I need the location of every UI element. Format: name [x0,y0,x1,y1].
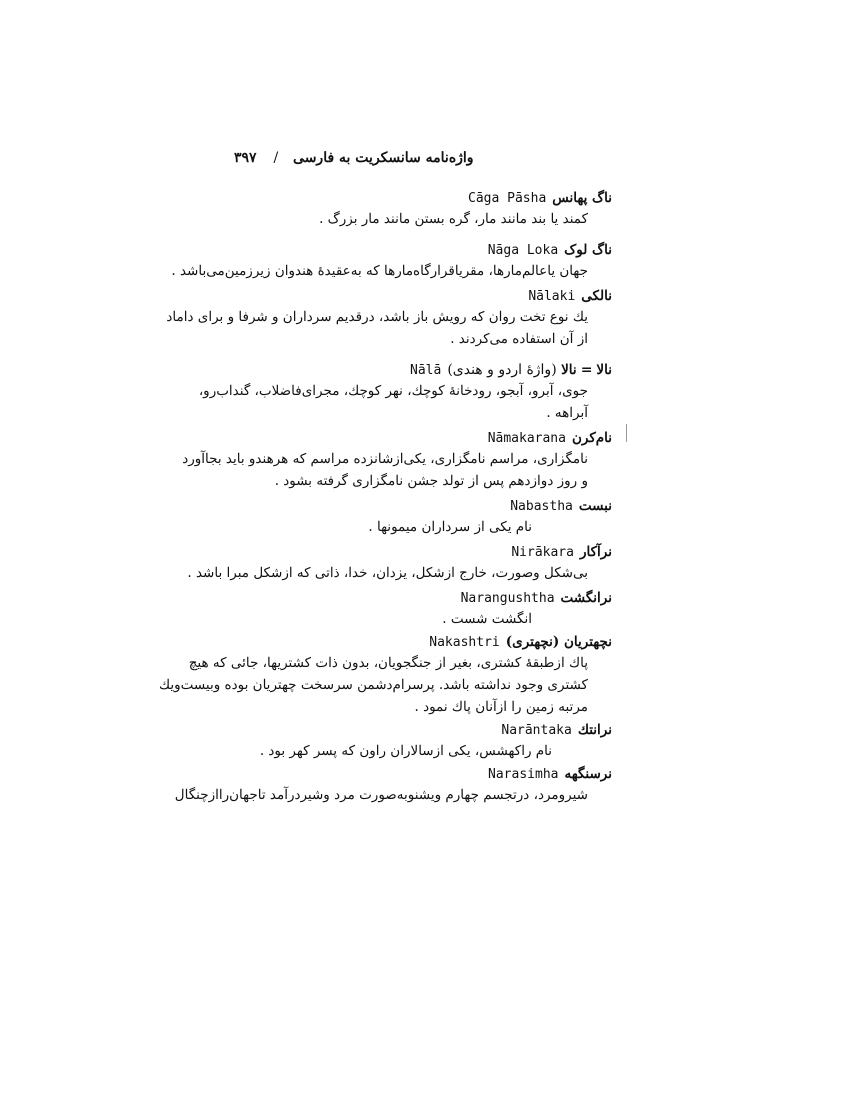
entry-heading [212,496,612,516]
definition-line: جوی، آبرو، آبجو، رودخانهٔ کوچك، نهر کوچك، مجرای‌فاضلاب، گنداب‌رو، [198,383,588,399]
dictionary-entry [182,428,612,492]
transliteration: Nālā [410,363,442,378]
definition-line: شیرومرد، درتجسم چهارم ویشنوبه‌صورت مرد وشیردرآمد تاجهان‌راازچنگال [174,787,588,803]
definition-line: مرتبه زمین را ازآنان پاك نمود . [414,699,588,715]
transliteration: Narangushtha [460,591,555,606]
headword: ناگ لوک [564,242,612,258]
headword: نالا [596,362,612,378]
definition-line: جهان یاعالم‌مارها، مقریاقرارگاه‌مارها که به‌عقیدهٔ هندوان زیرزمین‌می‌باشد . [171,263,588,279]
entry-heading [212,720,612,740]
definition-line: کمند یا بند مانند مار، گره بستن مانند مار بزرگ . [319,211,588,227]
headword: نام‌کرن [571,430,612,446]
transliteration: Nirākara [511,545,574,560]
dictionary-entry [166,286,612,350]
headword: نرآکار [579,544,612,560]
transliteration: Nāga Loka [487,243,559,258]
entry-heading [212,764,612,784]
dictionary-entry [187,542,612,584]
entry-heading [212,286,612,306]
running-header [234,150,634,166]
dictionary-entry [174,764,612,806]
entry-heading [212,542,612,562]
dictionary-entry [212,496,612,538]
definition-line: و روز دوازدهم پس از تولد جشن نامگزاری گرفته بشود . [274,473,588,489]
headword: نرسنگهه [564,766,612,782]
dictionary-entry [212,720,612,762]
dictionary-entry [212,588,612,630]
definition-line: از آن استفاده می‌کردند . [450,331,588,347]
transliteration: Narāntaka [501,723,572,738]
definition-line: یك نوع تخت روان که رویش باز باشد، درقدیم سرداران و شرفا و برای داماد [166,309,588,325]
dictionary-entry [212,188,612,230]
definition-line: کشتری وجود نداشته باشد. پرسرام‌دشمن سرسخت چهتریان بوده وبیست‌ویك [158,677,588,693]
definition-line: آبراهه . [546,405,588,421]
entry-heading [212,632,612,652]
dictionary-entry [198,360,612,424]
headword: نالکی [581,288,612,304]
definition-line: نامگزاری، مراسم نامگزاری، یکی‌ازشانزده مراسم که هرهندو باید بجاآورد [182,451,588,467]
entry-heading [212,360,612,380]
definition-line: پاك ازطبقهٔ کشتری، بغیر از جنگجویان، بدون ذات کشتریها، جائی که هیچ [188,655,588,671]
definition-line: انگشت شست . [442,611,532,627]
definition-line: نام راکهشس، یکی ازسالاران راون که پسر کهر بود . [259,743,552,759]
page-number: ۳۹۷ [234,150,257,166]
headword: نرانتك [577,722,612,738]
equals-sign: = [580,362,593,378]
headword: ناگ پهانس [552,190,612,206]
headword: نرانگشت [560,590,612,606]
transliteration: Nabastha [510,499,573,514]
definition-line: نام یکی از سرداران میمونها . [368,519,532,535]
headword: نبست [578,498,612,514]
dictionary-entry [171,240,612,282]
transliteration: Nālaki [528,289,576,304]
transliteration: Nāmakarana [487,431,566,446]
entry-heading [212,588,612,608]
header-separator: / [273,150,279,166]
transliteration: Cāga Pāsha [468,191,547,206]
margin-mark [626,424,629,442]
language-note: (واژهٔ اردو و هندی) [447,362,557,378]
headword: نچهتریان (نچهتری) [505,634,612,650]
entry-heading [212,428,612,448]
definition-line: بی‌شکل وصورت، خارج ازشکل، یزدان، خدا، ذاتی که ازشکل مبرا باشد . [187,565,588,581]
book-title: واژه‌نامه سانسکریت به فارسی [293,150,474,166]
dictionary-entry [158,632,612,718]
entry-heading [212,188,612,208]
transliteration: Narasimha [488,767,559,782]
variant-headword: نالا [561,362,577,378]
transliteration: Nakashtri [429,635,500,650]
entry-heading [212,240,612,260]
